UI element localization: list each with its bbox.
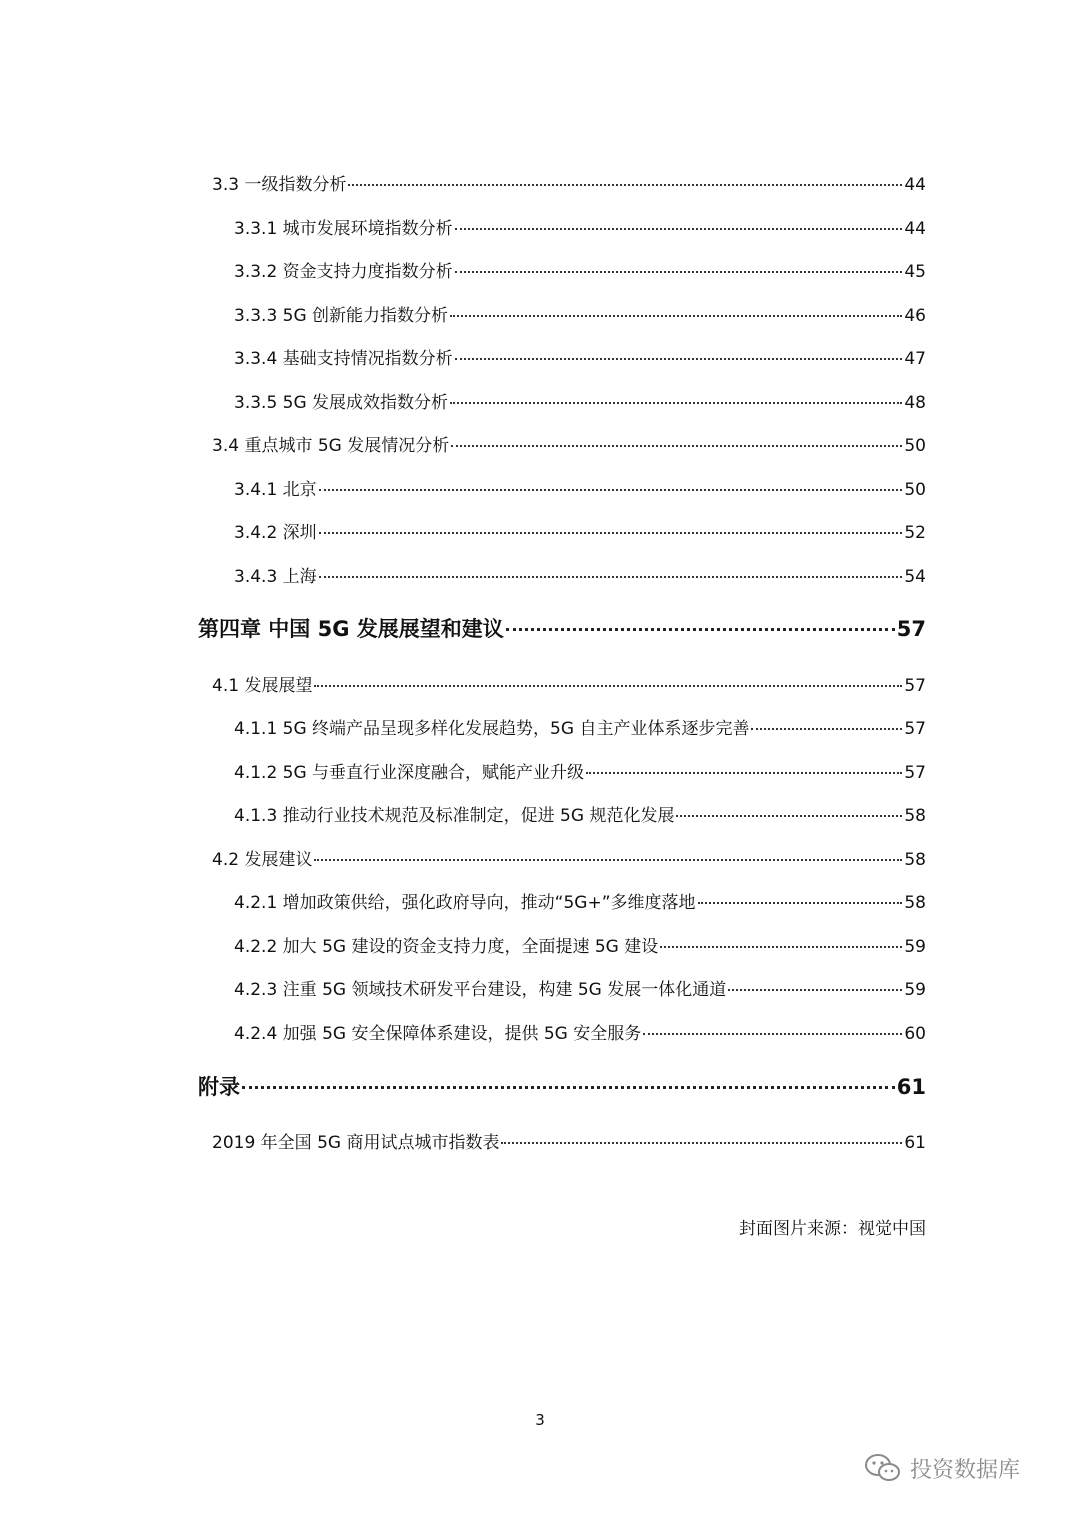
toc-leader-dots: [586, 772, 902, 774]
cover-image-source-note: 封面图片来源：视觉中国: [739, 1219, 926, 1239]
toc-entry-title: 3.3.1 城市发展环境指数分析: [234, 219, 453, 239]
toc-entry-title: 4.2 发展建议: [212, 850, 313, 870]
toc-entry[interactable]: [234, 518, 926, 543]
toc-entry-page: 50: [904, 436, 926, 456]
toc-entry-page: 44: [904, 175, 926, 195]
toc-entry[interactable]: [234, 562, 926, 587]
toc-entry[interactable]: [234, 301, 926, 326]
toc-leader-dots: [319, 576, 903, 578]
toc-entry-page: 47: [904, 349, 926, 369]
toc-leader-dots: [319, 489, 903, 491]
toc-entry[interactable]: [234, 257, 926, 282]
toc-entry[interactable]: [234, 758, 926, 783]
toc-entry-title: 4.1.3 推动行业技术规范及标准制定，促进 5G 规范化发展: [234, 806, 675, 826]
toc-chapter-title: 附录: [198, 1075, 240, 1099]
toc-entry-page: 54: [904, 567, 926, 587]
toc-entry[interactable]: [234, 475, 926, 500]
toc-leader-dots: [314, 859, 902, 861]
toc-entry[interactable]: [234, 975, 926, 1000]
toc-entry-title: 3.3.3 5G 创新能力指数分析: [234, 306, 449, 326]
toc-leader-dots: [506, 628, 895, 631]
toc-entry-title: 4.1.2 5G 与垂直行业深度融合，赋能产业升级: [234, 763, 585, 783]
wechat-icon: [864, 1452, 902, 1484]
toc-leader-dots: [643, 1033, 902, 1035]
toc-leader-dots: [450, 402, 902, 404]
toc-entry-page: 50: [904, 480, 926, 500]
toc-leader-dots: [450, 315, 902, 317]
page-number: 3: [535, 1411, 545, 1429]
toc-entry-page: 57: [904, 719, 926, 739]
toc-entry-title: 4.2.1 增加政策供给，强化政府导向，推动“5G+”多维度落地: [234, 893, 696, 913]
toc-entry[interactable]: [234, 888, 926, 913]
toc-leader-dots: [455, 228, 903, 230]
toc-entry-page: 60: [904, 1024, 926, 1044]
toc-chapter-entry[interactable]: [198, 1071, 926, 1101]
toc-leader-dots: [751, 728, 902, 730]
toc-entry-title: 3.4.1 北京: [234, 480, 317, 500]
toc-entry-title: 4.2.4 加强 5G 安全保障体系建设，提供 5G 安全服务: [234, 1024, 642, 1044]
toc-leader-dots: [348, 184, 902, 186]
toc-leader-dots: [501, 1142, 902, 1144]
toc-entry[interactable]: [234, 801, 926, 826]
toc-chapter-page: 61: [896, 1075, 926, 1099]
toc-entry-page: 45: [904, 262, 926, 282]
watermark: [864, 1452, 1020, 1484]
toc-entry-page: 59: [904, 980, 926, 1000]
toc-entry-page: 61: [904, 1133, 926, 1153]
toc-entry[interactable]: [234, 1019, 926, 1044]
toc-entry-title: 4.1 发展展望: [212, 676, 313, 696]
toc-entry-page: 46: [904, 306, 926, 326]
toc-entry-title: 4.1.1 5G 终端产品呈现多样化发展趋势，5G 自主产业体系逐步完善: [234, 719, 750, 739]
toc-entry[interactable]: [212, 845, 926, 870]
toc-entry[interactable]: [212, 170, 926, 195]
toc-chapter-title: 第四章 中国 5G 发展展望和建议: [198, 617, 504, 641]
toc-entry-title: 4.2.3 注重 5G 领域技术研发平台建设，构建 5G 发展一体化通道: [234, 980, 727, 1000]
toc-leader-dots: [455, 271, 903, 273]
toc-leader-dots: [455, 358, 903, 360]
toc-entry-page: 44: [904, 219, 926, 239]
toc-chapter-page: 57: [896, 617, 926, 641]
toc-entry[interactable]: [234, 714, 926, 739]
toc-leader-dots: [698, 902, 903, 904]
toc-entry[interactable]: [212, 431, 926, 456]
toc-entry-page: 59: [904, 937, 926, 957]
toc-leader-dots: [728, 989, 902, 991]
toc-entry-page: 57: [904, 763, 926, 783]
toc-entry-title: 3.3.5 5G 发展成效指数分析: [234, 393, 449, 413]
toc-leader-dots: [451, 445, 902, 447]
toc-entry-page: 52: [904, 523, 926, 543]
toc-entry[interactable]: [234, 388, 926, 413]
toc-entry[interactable]: [212, 671, 926, 696]
toc-entry-title: 3.3.4 基础支持情况指数分析: [234, 349, 453, 369]
toc-entry[interactable]: [234, 932, 926, 957]
toc-leader-dots: [319, 532, 903, 534]
toc-leader-dots: [314, 685, 902, 687]
toc-entry-page: 57: [904, 676, 926, 696]
toc-entry-title: 3.3.2 资金支持力度指数分析: [234, 262, 453, 282]
toc-entry-title: 3.4 重点城市 5G 发展情况分析: [212, 436, 450, 456]
toc-chapter-entry[interactable]: [198, 613, 926, 643]
toc-entry-title: 3.4.2 深圳: [234, 523, 317, 543]
toc-entry-page: 58: [904, 893, 926, 913]
toc-entry-page: 58: [904, 806, 926, 826]
toc-entry-title: 3.3 一级指数分析: [212, 175, 347, 195]
toc-entry[interactable]: [234, 344, 926, 369]
toc-entry-page: 58: [904, 850, 926, 870]
toc-entry-title: 3.4.3 上海: [234, 567, 317, 587]
toc-leader-dots: [242, 1086, 895, 1089]
toc-entry[interactable]: [234, 214, 926, 239]
toc-entry-title: 4.2.2 加大 5G 建设的资金支持力度，全面提速 5G 建设: [234, 937, 659, 957]
watermark-text: 投资数据库: [910, 1457, 1021, 1483]
toc-entry-title: 2019 年全国 5G 商用试点城市指数表: [212, 1133, 500, 1153]
toc-entry-page: 48: [904, 393, 926, 413]
toc-entry[interactable]: [212, 1128, 926, 1153]
toc-leader-dots: [660, 946, 902, 948]
toc-leader-dots: [676, 815, 902, 817]
